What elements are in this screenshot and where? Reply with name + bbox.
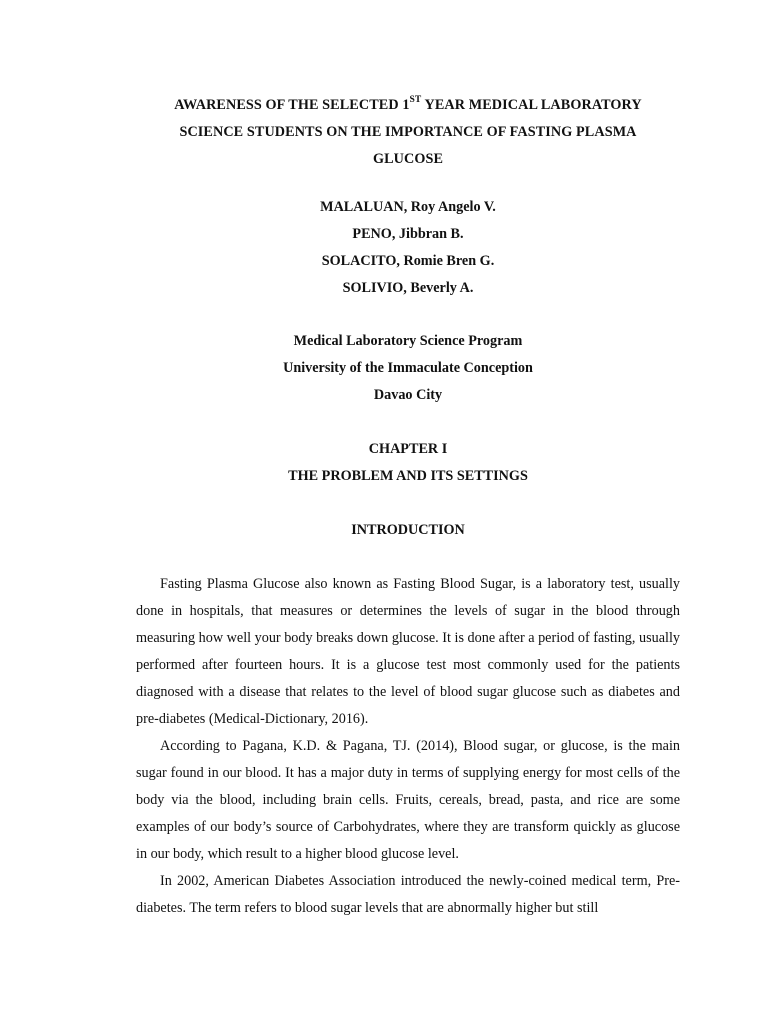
- title-line-3: GLUCOSE: [372, 151, 444, 167]
- body-text: [136, 571, 680, 922]
- section-heading: INTRODUCTION: [351, 522, 465, 538]
- author-name: SOLIVIO, Beverly A.: [342, 280, 474, 296]
- author-name: PENO, Jibbran B.: [352, 226, 464, 242]
- chapter-heading: [136, 436, 680, 490]
- affiliation: [136, 328, 680, 409]
- paper-title: [136, 92, 680, 173]
- title-line-1: AWARENESS OF THE SELECTED 1ST YEAR MEDICAL LABORATORY: [174, 95, 642, 113]
- author-name: SOLACITO, Romie Bren G.: [321, 253, 495, 269]
- paragraph: In 2002, American Diabetes Association introduced the newly-coined medical term, Pre-diabetes. The term refers to blood sugar levels that are abnormally higher but still: [136, 873, 680, 916]
- ordinal-superscript: ST: [409, 95, 422, 106]
- chapter-number: CHAPTER I: [368, 441, 448, 457]
- affiliation-program: Medical Laboratory Science Program: [293, 333, 523, 349]
- author-list: [136, 194, 680, 302]
- affiliation-city: Davao City: [373, 387, 443, 403]
- title-line-2: SCIENCE STUDENTS ON THE IMPORTANCE OF FASTING PLASMA: [179, 124, 637, 140]
- affiliation-university: University of the Immaculate Conception: [283, 360, 533, 376]
- author-name: MALALUAN, Roy Angelo V.: [320, 199, 496, 215]
- paragraph: Fasting Plasma Glucose also known as Fasting Blood Sugar, is a laboratory test, usually done in hospitals, that measures or determines the levels of sugar in the blood through measuring how well your body breaks down glucose. It is done after a period of fasting, usually performed after fourteen hours. It is a glucose test most commonly used for the patients diagnosed with a disease that relates to the level of blood sugar glucose such as diabetes and pre-diabetes (Medical-Dictionary, 2016).: [136, 576, 680, 727]
- paragraph: According to Pagana, K.D. & Pagana, TJ. (2014), Blood sugar, or glucose, is the main sugar found in our blood. It has a major duty in terms of supplying energy for most cells of the body via the blood, including brain cells. Fruits, cereals, bread, pasta, and rice are some examples of our body’s source of Carbohydrates, where they are transform quickly as glucose in our body, which result to a higher blood glucose level.: [136, 738, 680, 862]
- chapter-title: THE PROBLEM AND ITS SETTINGS: [288, 468, 528, 484]
